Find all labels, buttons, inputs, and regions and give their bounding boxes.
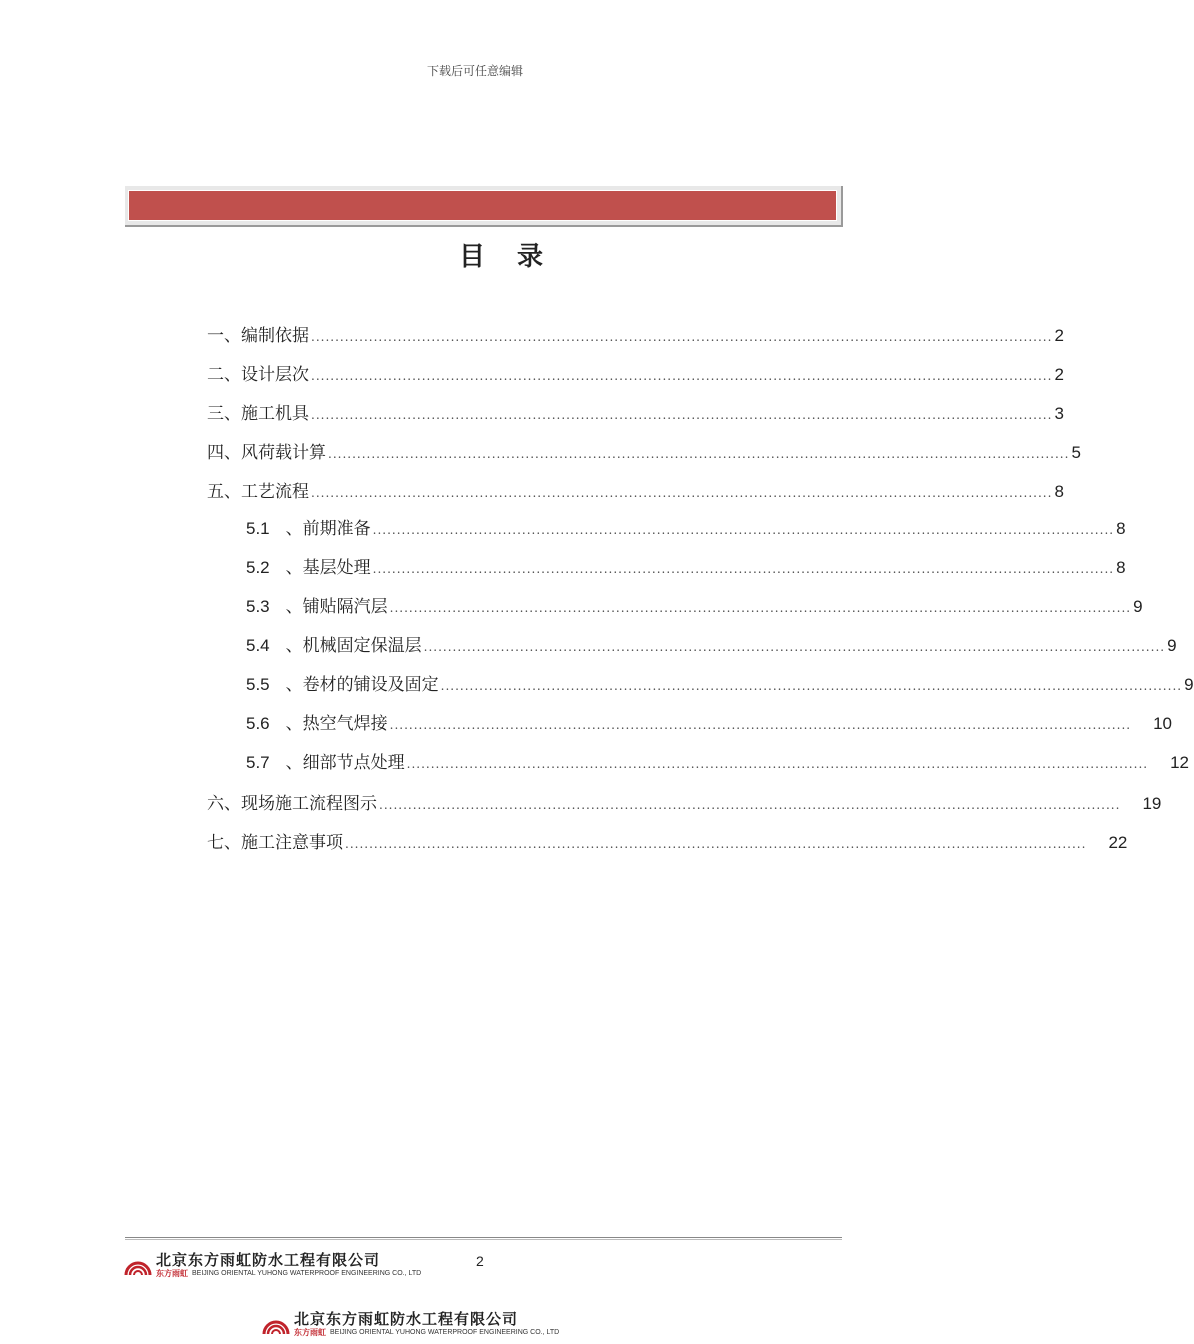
toc-entry-label: 六、现场施工流程图示 (207, 794, 377, 814)
company-name-cn: 北京东方雨虹防水工程有限公司 (294, 1310, 519, 1328)
toc-entry-label: 七、施工注意事项 (207, 833, 343, 853)
toc-entry-label: 、卷材的铺设及固定 (285, 675, 439, 695)
brand-name: 东方雨虹 (294, 1328, 326, 1337)
toc-entry-page: 9 (1167, 636, 1177, 655)
toc-entry-number: 5.6 (246, 714, 270, 733)
toc-entry-2[interactable]: 二、设计层次 .......................................................................................................................................................... 2 (207, 360, 829, 384)
company-name-cn: 北京东方雨虹防水工程有限公司 (156, 1251, 381, 1269)
footer-divider (125, 1237, 842, 1238)
company-logo-secondary (262, 1311, 559, 1338)
toc-entry-number: 5.5 (246, 675, 270, 694)
toc-entry-label: 、热空气焊接 (285, 714, 388, 734)
company-logo (124, 1252, 421, 1279)
toc-entry-4[interactable]: 四、风荷载计算 .......................................................................................................................................................... 5 (207, 438, 829, 462)
toc-entry-page: 10 (1153, 714, 1172, 733)
toc-entry-page: 5 (1071, 443, 1081, 462)
toc-entry-6[interactable]: 六、现场施工流程图示 .......................................................................................................................................................... 19 (207, 789, 819, 813)
toc-entry-number: 5.2 (246, 558, 270, 577)
toc-entry-page: 12 (1170, 753, 1189, 772)
toc-entry-5-1[interactable]: 5.1 、前期准备 .......................................................................................................................................................... 8 (246, 514, 829, 538)
toc-entry-page: 3 (1054, 404, 1064, 423)
toc-entry-1[interactable]: 一、编制依据 .......................................................................................................................................................... 2 (207, 321, 829, 345)
toc-entry-label: 二、设计层次 (207, 365, 309, 385)
toc-entry-page: 8 (1116, 558, 1126, 577)
toc-entry-label: 、机械固定保温层 (285, 636, 422, 656)
footer-divider-secondary (125, 1239, 842, 1240)
page-number: 2 (476, 1253, 484, 1269)
company-name-en: BEIJING ORIENTAL YUHONG WATERPROOF ENGINEERING CO., LTD (330, 1329, 560, 1336)
toc-entry-5[interactable]: 五、工艺流程 .......................................................................................................................................................... 8 (207, 477, 829, 501)
toc-entry-number: 5.4 (246, 636, 270, 655)
toc-entry-page: 2 (1054, 326, 1064, 345)
toc-entry-number: 5.1 (246, 519, 270, 538)
toc-entry-page: 9 (1184, 675, 1194, 694)
brand-name: 东方雨虹 (156, 1269, 188, 1278)
toc-entry-number: 5.3 (246, 597, 270, 616)
toc-entry-5-7[interactable]: 5.7 、细部节点处理 .......................................................................................................................................................... 12 (246, 748, 819, 772)
toc-entry-label: 、前期准备 (285, 519, 371, 539)
toc-entry-label: 四、风荷载计算 (207, 443, 326, 463)
rainbow-logo-icon (262, 1312, 290, 1338)
toc-entry-label: 、基层处理 (285, 558, 371, 578)
toc-entry-3[interactable]: 三、施工机具 .......................................................................................................................................................... 3 (207, 399, 829, 423)
rainbow-logo-icon (124, 1253, 152, 1279)
company-name-en: BEIJING ORIENTAL YUHONG WATERPROOF ENGINEERING CO., LTD (192, 1270, 422, 1277)
toc-entry-5-3[interactable]: 5.3 、铺贴隔汽层 .......................................................................................................................................................... 9 (246, 592, 829, 616)
toc-entry-5-4[interactable]: 5.4 、机械固定保温层 .......................................................................................................................................................... 9 (246, 631, 829, 655)
toc-entry-label: 、细部节点处理 (285, 753, 405, 773)
toc-entry-page: 9 (1133, 597, 1143, 616)
toc-entry-7[interactable]: 七、施工注意事项 .......................................................................................................................................................... 22 (207, 828, 819, 852)
title-banner (128, 190, 837, 221)
header-note: 下载后可任意编辑 (426, 64, 523, 78)
toc-entry-5-5[interactable]: 5.5 、卷材的铺设及固定 .......................................................................................................................................................... 9 (246, 670, 829, 694)
toc-entry-page: 22 (1108, 833, 1128, 852)
toc-entry-label: 一、编制依据 (207, 326, 309, 346)
toc-entry-page: 8 (1116, 519, 1126, 538)
toc-entry-page: 19 (1142, 794, 1162, 813)
toc-title: 目录 (458, 242, 575, 272)
toc-entry-5-2[interactable]: 5.2 、基层处理 .......................................................................................................................................................... 8 (246, 553, 829, 577)
toc-entry-5-6[interactable]: 5.6 、热空气焊接 .......................................................................................................................................................... 10 (246, 709, 819, 733)
toc-entry-number: 5.7 (246, 753, 270, 772)
toc-entry-label: 五、工艺流程 (207, 482, 309, 502)
toc-entry-page: 2 (1054, 365, 1064, 384)
toc-entry-label: 三、施工机具 (207, 404, 309, 424)
toc-entry-label: 、铺贴隔汽层 (285, 597, 388, 617)
toc-entry-page: 8 (1054, 482, 1064, 501)
